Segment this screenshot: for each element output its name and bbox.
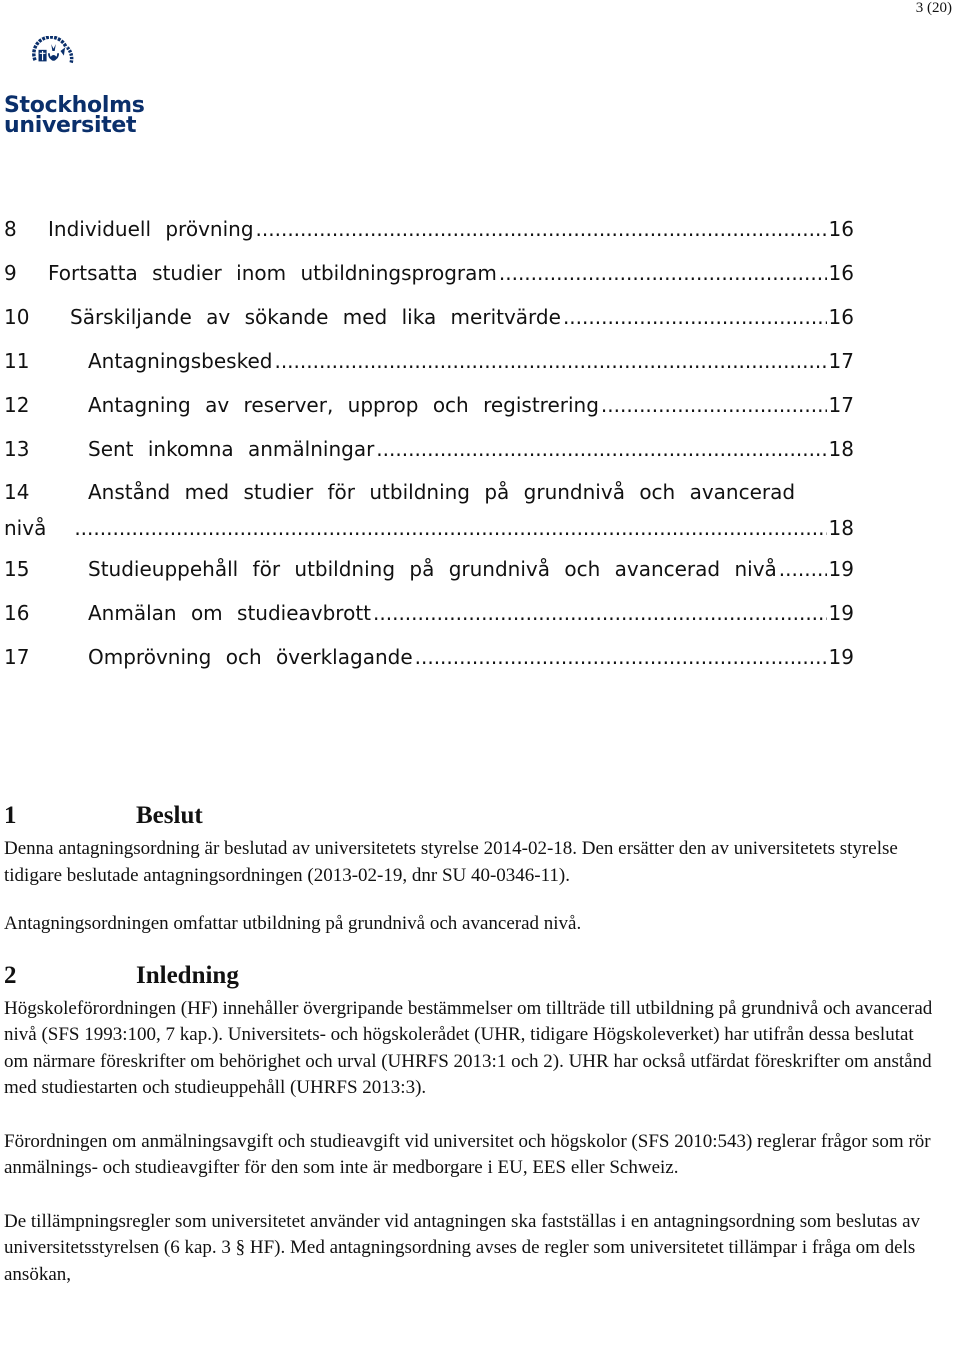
toc-number: 10: [4, 305, 30, 329]
toc-page: 18: [828, 437, 854, 461]
toc-entry[interactable]: [4, 210, 854, 254]
toc-leader: [376, 430, 826, 468]
page-number: 3 (20): [915, 0, 952, 16]
toc-title: Studieuppehåll för utbildning på grundnivå och avancerad nivå: [88, 557, 777, 581]
logo-text-line1: Stockholms: [4, 93, 145, 118]
toc-number: 13: [4, 437, 30, 461]
section-title: Beslut: [136, 802, 203, 829]
toc-title: Anstånd med studier för utbildning på grundnivå och avancerad: [88, 480, 796, 504]
toc-leader: [499, 254, 827, 292]
toc-page: 18: [828, 516, 854, 540]
toc-entry[interactable]: [4, 386, 854, 430]
toc-entry[interactable]: [4, 594, 854, 638]
document-body: [4, 796, 934, 1288]
table-of-contents: [4, 210, 854, 682]
toc-page: 19: [828, 645, 854, 669]
toc-title: Antagning av reserver, upprop och registrering: [88, 393, 599, 417]
toc-number: 14: [4, 480, 30, 504]
toc-leader: [601, 386, 827, 424]
section-title: Inledning: [136, 961, 239, 989]
toc-title: Omprövning och överklagande: [88, 645, 413, 669]
toc-page: 17: [828, 349, 854, 373]
toc-entry[interactable]: [4, 474, 854, 550]
toc-number: 11: [4, 349, 30, 373]
paragraph: Denna antagningsordning är beslutad av universitetets styrelse 2014-02-18. Den ersätter den av universitetets styrelse tidigare beslutade antagningsordningen (2013-02-19, dnr SU 40-0346-11).: [4, 838, 898, 886]
toc-title: Individuell prövning: [48, 217, 254, 241]
toc-entry[interactable]: [4, 342, 854, 386]
toc-leader: [274, 342, 826, 380]
toc-title: Anmälan om studieavbrott: [88, 601, 372, 625]
toc-leader: [74, 510, 826, 546]
section-heading: [4, 796, 934, 836]
toc-number: 12: [4, 393, 30, 417]
paragraph: Högskoleförordningen (HF) innehåller övergripande bestämmelser om tillträde till utbildning på grundnivå och avancerad nivå (SFS 1993:100, 7 kap.). Universitets- och högskolerådet (UHR, tidigare Högskoleverket) har utifrån dessa beslutat om närmare föreskrifter om behörighet och urval (UHRFS 2013:1 och 2). UHR har också utfärdat föreskrifter om anstånd med studiestarten och studieuppehåll (UHRFS 2013:3).: [4, 997, 933, 1098]
toc-page: 17: [828, 393, 854, 417]
toc-title: Fortsatta studier inom utbildningsprogram: [48, 261, 497, 285]
toc-number: 17: [4, 645, 30, 669]
section-number: 2: [4, 961, 17, 989]
paragraph: Förordningen om anmälningsavgift och studieavgift vid universitet och högskolor (SFS 2010:543) reglerar frågor som rör anmälnings- och studieavgifter för den som inte är medborgare i EU, EES eller Schweiz.: [4, 1130, 931, 1178]
toc-page: 16: [828, 305, 854, 329]
toc-leader: [779, 550, 827, 588]
toc-number: 8: [4, 217, 17, 241]
toc-leader: [563, 298, 827, 336]
toc-title: Särskiljande av sökande med lika meritvärde: [70, 305, 561, 329]
toc-number: 16: [4, 601, 30, 625]
toc-number: 15: [4, 557, 30, 581]
toc-page: 19: [828, 557, 854, 581]
toc-title-continuation: nivå: [4, 516, 47, 540]
university-seal-icon: [4, 36, 129, 96]
toc-number: 9: [4, 261, 17, 285]
toc-page: 19: [828, 601, 854, 625]
toc-page: 16: [828, 217, 854, 241]
paragraph: De tillämpningsregler som universitetet använder vid antagningen ska fastställas i en antagningsordning som beslutas av universitetsstyrelsen (6 kap. 3 § HF). Med antagningsordning avses de regler som universitetet tillämpar i fråga om dels ansökan,: [4, 1210, 921, 1285]
toc-page: 16: [828, 261, 854, 285]
section-number: 1: [4, 802, 17, 829]
toc-entry[interactable]: [4, 298, 854, 342]
toc-title: Antagningsbesked: [88, 349, 273, 373]
toc-leader: [256, 210, 827, 248]
toc-entry[interactable]: [4, 638, 854, 682]
logo-text-line2: universitet: [4, 113, 137, 138]
section-heading: [4, 956, 934, 996]
toc-leader: [415, 638, 827, 676]
paragraph: Antagningsordningen omfattar utbildning på grundnivå och avancerad nivå.: [4, 913, 582, 934]
toc-leader: [373, 594, 827, 632]
toc-entry[interactable]: [4, 550, 854, 594]
toc-title: Sent inkomna anmälningar: [88, 437, 375, 461]
toc-entry[interactable]: [4, 254, 854, 298]
toc-entry[interactable]: [4, 430, 854, 474]
